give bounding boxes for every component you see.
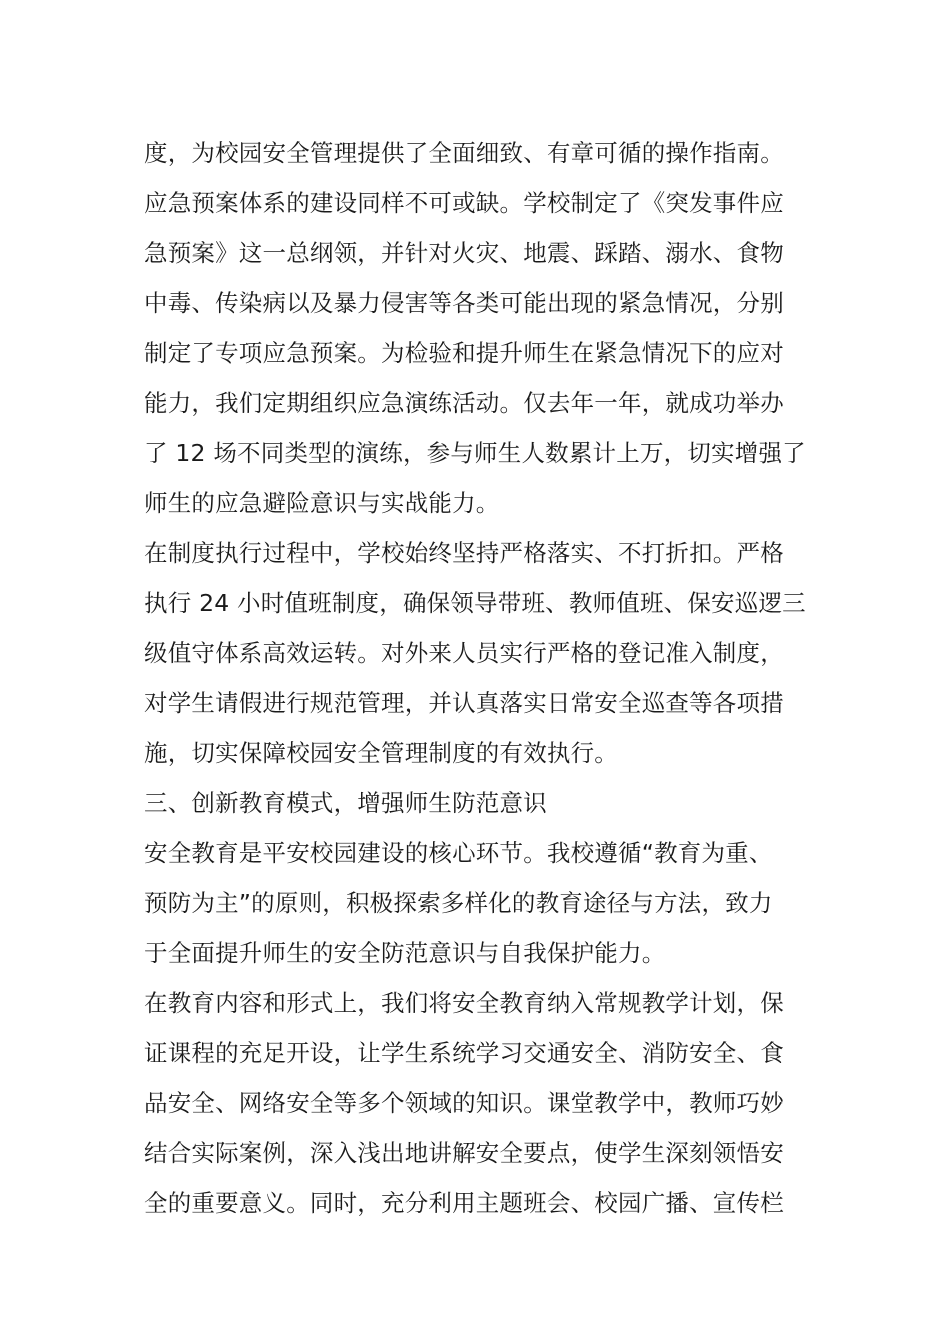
text-line: 全的重要意义。同时，充分利用主题班会、校园广播、宣传栏	[144, 1189, 784, 1217]
text-line: 应急预案体系的建设同样不可或缺。学校制定了《突发事件应	[144, 189, 784, 217]
text-line: 能力，我们定期组织应急演练活动。仅去年一年，就成功举办	[144, 389, 784, 417]
text-line: 度，为校园安全管理提供了全面细致、有章可循的操作指南。	[144, 139, 784, 167]
text-line: 预防为主”的原则，积极探索多样化的教育途径与方法，致力	[144, 889, 773, 917]
text-line: 师生的应急避险意识与实战能力。	[144, 489, 500, 517]
section-heading: 三、创新教育模式，增强师生防范意识	[144, 789, 547, 817]
text-line: 在制度执行过程中，学校始终坚持严格落实、不打折扣。严格	[144, 539, 784, 567]
text-line: 结合实际案例，深入浅出地讲解安全要点，使学生深刻领悟安	[144, 1139, 784, 1167]
text-line: 于全面提升师生的安全防范意识与自我保护能力。	[144, 939, 666, 967]
text-line: 证课程的充足开设，让学生系统学习交通安全、消防安全、食	[144, 1039, 784, 1067]
text-line: 对学生请假进行规范管理，并认真落实日常安全巡查等各项措	[144, 689, 784, 717]
text-line: 施，切实保障校园安全管理制度的有效执行。	[144, 739, 618, 767]
document-body	[144, 128, 808, 1228]
text-line: 安全教育是平安校园建设的核心环节。我校遵循“教育为重、	[144, 839, 773, 867]
text-line: 执行 24 小时值班制度，确保领导带班、教师值班、保安巡逻三	[144, 589, 806, 617]
text-line: 急预案》这一总纲领，并针对火灾、地震、踩踏、溺水、食物	[144, 239, 784, 267]
text-line: 品安全、网络安全等多个领域的知识。课堂教学中，教师巧妙	[144, 1089, 784, 1117]
text-line: 在教育内容和形式上，我们将安全教育纳入常规教学计划，保	[144, 989, 784, 1017]
text-line: 了 12 场不同类型的演练，参与师生人数累计上万，切实增强了	[144, 439, 806, 467]
text-line: 中毒、传染病以及暴力侵害等各类可能出现的紧急情况，分别	[144, 289, 784, 317]
text-line: 级值守体系高效运转。对外来人员实行严格的登记准入制度，	[144, 639, 784, 667]
text-line: 制定了专项应急预案。为检验和提升师生在紧急情况下的应对	[144, 339, 784, 367]
